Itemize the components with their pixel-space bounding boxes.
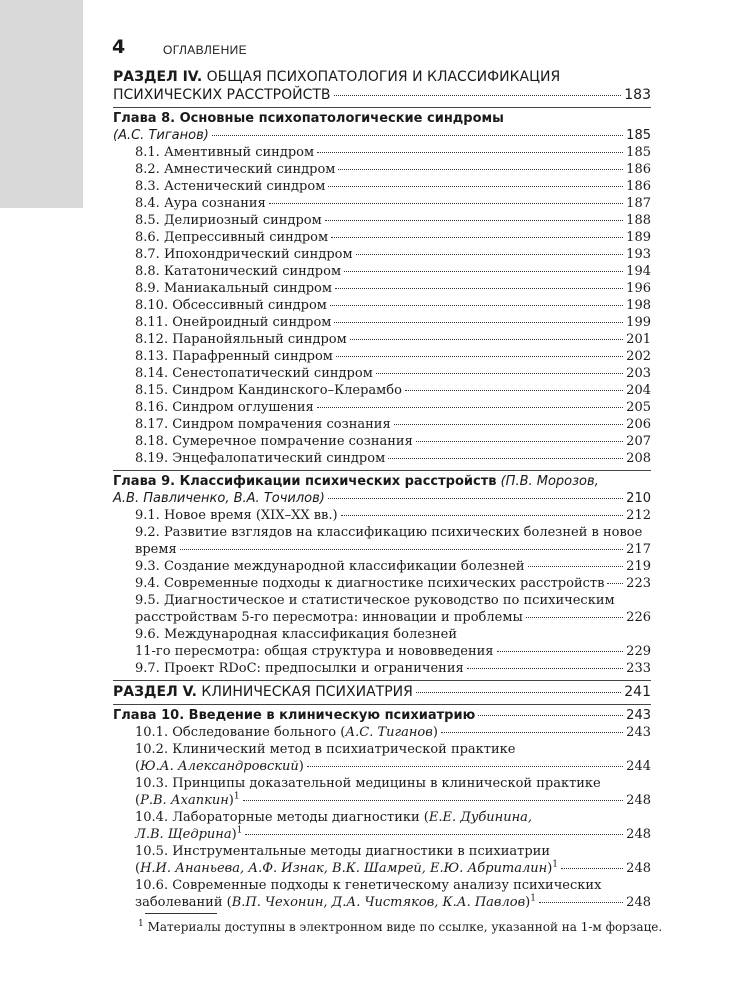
entry-title-end: ) [525,895,531,910]
entry-title-bold: Глава 9. Классификации психических расстройств [113,474,497,489]
entry-title: 9.1. Новое время (XIX–XX вв.) [135,508,338,523]
entry-title: 11-го пересмотра: общая структура и нововведения [135,644,494,659]
entry-title: 10.6. Современные подходы к генетическому анализу психических [135,878,602,893]
entry-title-bold: Глава 8. Основные психопатологические синдромы [113,111,504,126]
page-ref: 226 [626,610,651,625]
toc-subsection [113,263,651,280]
dot-leader [243,800,624,801]
toc-subsection [113,178,651,195]
dot-leader [334,95,622,96]
entry-authors: А.В. Павличенко, В.А. Точилов) [113,491,325,506]
entry-title: ( [135,759,141,774]
entry-title: 8.4. Аура сознания [135,196,266,211]
dot-leader [467,668,623,669]
footnote-rule [145,913,217,914]
page-ref: 210 [626,491,651,506]
dot-leader [497,651,624,652]
page-ref: 198 [626,298,651,313]
dot-leader [335,288,623,289]
page-ref: 248 [626,793,651,808]
page-ref: 229 [626,644,651,659]
entry-authors: (П.В. Морозов, [496,474,599,489]
entry-title: 9.7. Проект RDoC: предпосылки и ограничения [135,661,464,676]
page-ref: 193 [626,247,651,262]
dot-leader [344,271,623,272]
entry-title: 8.9. Маниакальный синдром [135,281,332,296]
entry-title: 8.12. Паранойяльный синдром [135,332,347,347]
toc-subsection [113,433,651,450]
toc-subsection [113,507,651,524]
dot-leader [307,766,623,767]
dot-leader [394,424,624,425]
page-ref: 207 [626,434,651,449]
footnote-ref: 1 [233,791,240,802]
entry-title: 9.6. Международная классификация болезней [135,627,458,642]
dot-leader [328,498,623,499]
entry-title: 10.1. Обследование больного ( [135,725,346,740]
entry-title-end: ) [231,827,237,842]
entry-title: 8.19. Энцефалопатический синдром [135,451,386,466]
page-ref: 248 [626,861,651,876]
toc-chapter [113,110,651,144]
page-ref: 186 [626,179,651,194]
dot-leader [341,515,624,516]
dot-leader [539,902,623,903]
entry-title: 8.6. Депрессивный синдром [135,230,329,245]
footnote [138,920,662,934]
dot-leader [607,583,623,584]
page-ref: 208 [626,451,651,466]
page-ref: 205 [626,400,651,415]
entry-title: 8.13. Парафренный синдром [135,349,333,364]
entry-authors: А.С. Тиганов [345,725,433,740]
entry-title: 8.15. Синдром Кандинского–Клерамбо [135,383,402,398]
page-ref: 248 [626,895,651,910]
entry-title: 8.11. Онейроидный синдром [135,315,332,330]
dot-leader [325,220,623,221]
toc-subsection [113,843,651,877]
entry-title-end: ) [432,725,438,740]
section-rule [113,704,651,705]
toc-subsection [113,741,651,775]
page-ref: 188 [626,213,651,228]
entry-title: ОБЩАЯ ПСИХОПАТОЛОГИЯ И КЛАССИФИКАЦИЯ [202,69,561,85]
entry-title-bold: РАЗДЕЛ IV. [113,69,203,85]
page-ref: 186 [626,162,651,177]
toc-subsection [113,331,651,348]
dot-leader [317,407,623,408]
footnote-ref: 1 [236,825,243,836]
page-ref: 233 [626,661,651,676]
entry-title-end: ) [298,759,304,774]
entry-title: 8.1. Аментивный синдром [135,145,315,160]
entry-authors: В.П. Чехонин, Д.А. Чистяков, К.А. Павлов [231,895,526,910]
entry-title: 8.10. Обсессивный синдром [135,298,327,313]
entry-title: заболеваний ( [135,895,232,910]
page-ref: 185 [626,145,651,160]
entry-authors: Л.В. Щедрина [135,827,232,842]
dot-leader [416,692,621,693]
dot-leader [388,458,623,459]
dot-leader [212,135,623,136]
footnote-text: Материалы доступны в электронном виде по ссылке, указанной на 1-м форзаце. [147,920,663,934]
dot-leader [331,237,623,238]
page-ref: 201 [626,332,651,347]
toc-subsection [113,195,651,212]
dot-leader [245,834,623,835]
toc-subsection [113,592,651,626]
toc-chapter [113,473,651,507]
entry-authors: Р.В. Ахапкин [140,793,229,808]
dot-leader [338,169,623,170]
toc-subsection [113,246,651,263]
toc-subsection [113,660,651,677]
entry-title: 8.8. Кататонический синдром [135,264,342,279]
entry-title: 9.2. Развитие взглядов на классификацию психических болезней в новое [135,525,643,540]
toc-subsection [113,365,651,382]
entry-title: 10.2. Клинический метод в психиатрической практике [135,742,516,757]
dot-leader [405,390,623,391]
entry-title: 8.5. Делириозный синдром [135,213,322,228]
page-ref: 183 [624,87,651,103]
dot-leader [528,566,624,567]
page-edge-tab [0,0,83,208]
page-ref: 212 [626,508,651,523]
toc-subsection [113,626,651,660]
entry-authors: Н.И. Ананьева, А.Ф. Изнак, В.К. Шамрей, Е.Ю. Абриталин [140,861,548,876]
toc-subsection [113,524,651,558]
toc-subsection [113,775,651,809]
entry-authors: (А.С. Тиганов) [113,128,209,143]
entry-title: 8.7. Ипохондрический синдром [135,247,353,262]
toc-section [113,68,651,104]
entry-title: 9.3. Создание международной классификации болезней [135,559,525,574]
dot-leader [350,339,623,340]
footnote-marker: 1 [138,919,144,929]
toc-subsection [113,416,651,433]
dot-leader [180,549,624,550]
toc-subsection [113,144,651,161]
page-ref: 244 [626,759,651,774]
page-ref: 223 [626,576,651,591]
page-ref: 194 [626,264,651,279]
page-ref: 202 [626,349,651,364]
entry-title: ( [135,793,141,808]
entry-title: расстройствам 5-го пересмотра: инновации и проблемы [135,610,523,625]
dot-leader [334,322,623,323]
entry-title: 8.16. Синдром оглушения [135,400,314,415]
toc-subsection [113,809,651,843]
page-ref: 199 [626,315,651,330]
toc-subsection [113,212,651,229]
page-ref: 217 [626,542,651,557]
page-ref: 248 [626,827,651,842]
toc-subsection [113,297,651,314]
section-rule [113,107,651,108]
toc-subsection [113,575,651,592]
entry-title: 9.5. Диагностическое и статистическое руководство по психическим [135,593,615,608]
entry-title: 8.3. Астенический синдром [135,179,326,194]
toc-subsection [113,399,651,416]
section-rule [113,680,651,681]
dot-leader [317,152,623,153]
dot-leader [269,203,623,204]
toc-subsection [113,161,651,178]
toc-subsection [113,450,651,467]
dot-leader [336,356,623,357]
toc-chapter [113,707,651,724]
entry-title: 9.4. Современные подходы к диагностике психических расстройств [135,576,605,591]
entry-authors: Ю.А. Александровский [140,759,299,774]
toc-subsection [113,229,651,246]
page-ref: 187 [626,196,651,211]
page-number: 4 [112,36,126,58]
page-ref: 206 [626,417,651,432]
toc-subsection [113,348,651,365]
toc-subsection [113,280,651,297]
table-of-contents [113,68,651,911]
entry-title: 8.18. Сумеречное помрачение сознания [135,434,413,449]
dot-leader [330,305,623,306]
entry-title-bold: Глава 10. Введение в клиническую психиатрию [113,708,476,723]
entry-title-end: ) [547,861,553,876]
footnote-ref: 1 [552,859,559,870]
dot-leader [561,868,623,869]
dot-leader [478,715,623,716]
page-ref: 204 [626,383,651,398]
page-ref: 196 [626,281,651,296]
entry-title: ПСИХИЧЕСКИХ РАССТРОЙСТВ [113,87,331,103]
entry-title: 10.4. Лабораторные методы диагностики ( [135,810,429,825]
page-ref: 241 [624,684,651,700]
toc-subsection [113,314,651,331]
toc-subsection [113,877,651,911]
entry-title: 10.5. Инструментальные методы диагностики в психиатрии [135,844,550,859]
entry-title-bold: РАЗДЕЛ V. [113,684,197,700]
dot-leader [376,373,623,374]
entry-authors: Е.Е. Дубинина, [428,810,533,825]
toc-subsection [113,382,651,399]
entry-title: 8.17. Синдром помрачения сознания [135,417,391,432]
dot-leader [441,732,623,733]
toc-subsection [113,558,651,575]
toc-section [113,683,651,701]
page-ref: 185 [626,128,651,143]
page-ref: 219 [626,559,651,574]
section-rule [113,470,651,471]
page-ref: 203 [626,366,651,381]
page-ref: 243 [626,708,651,723]
entry-title-end: ) [228,793,234,808]
entry-title: 10.3. Принципы доказательной медицины в клинической практике [135,776,601,791]
entry-title: 8.14. Сенестопатический синдром [135,366,373,381]
page-ref: 243 [626,725,651,740]
running-head: ОГЛАВЛЕНИЕ [163,43,248,57]
toc-subsection [113,724,651,741]
footnote-ref: 1 [530,893,536,904]
dot-leader [356,254,624,255]
entry-title: КЛИНИЧЕСКАЯ ПСИХИАТРИЯ [196,684,413,700]
dot-leader [328,186,623,187]
entry-title: время [135,542,177,557]
dot-leader [526,617,623,618]
entry-title: ( [135,861,141,876]
page-ref: 189 [626,230,651,245]
dot-leader [416,441,623,442]
entry-title: 8.2. Амнестический синдром [135,162,336,177]
